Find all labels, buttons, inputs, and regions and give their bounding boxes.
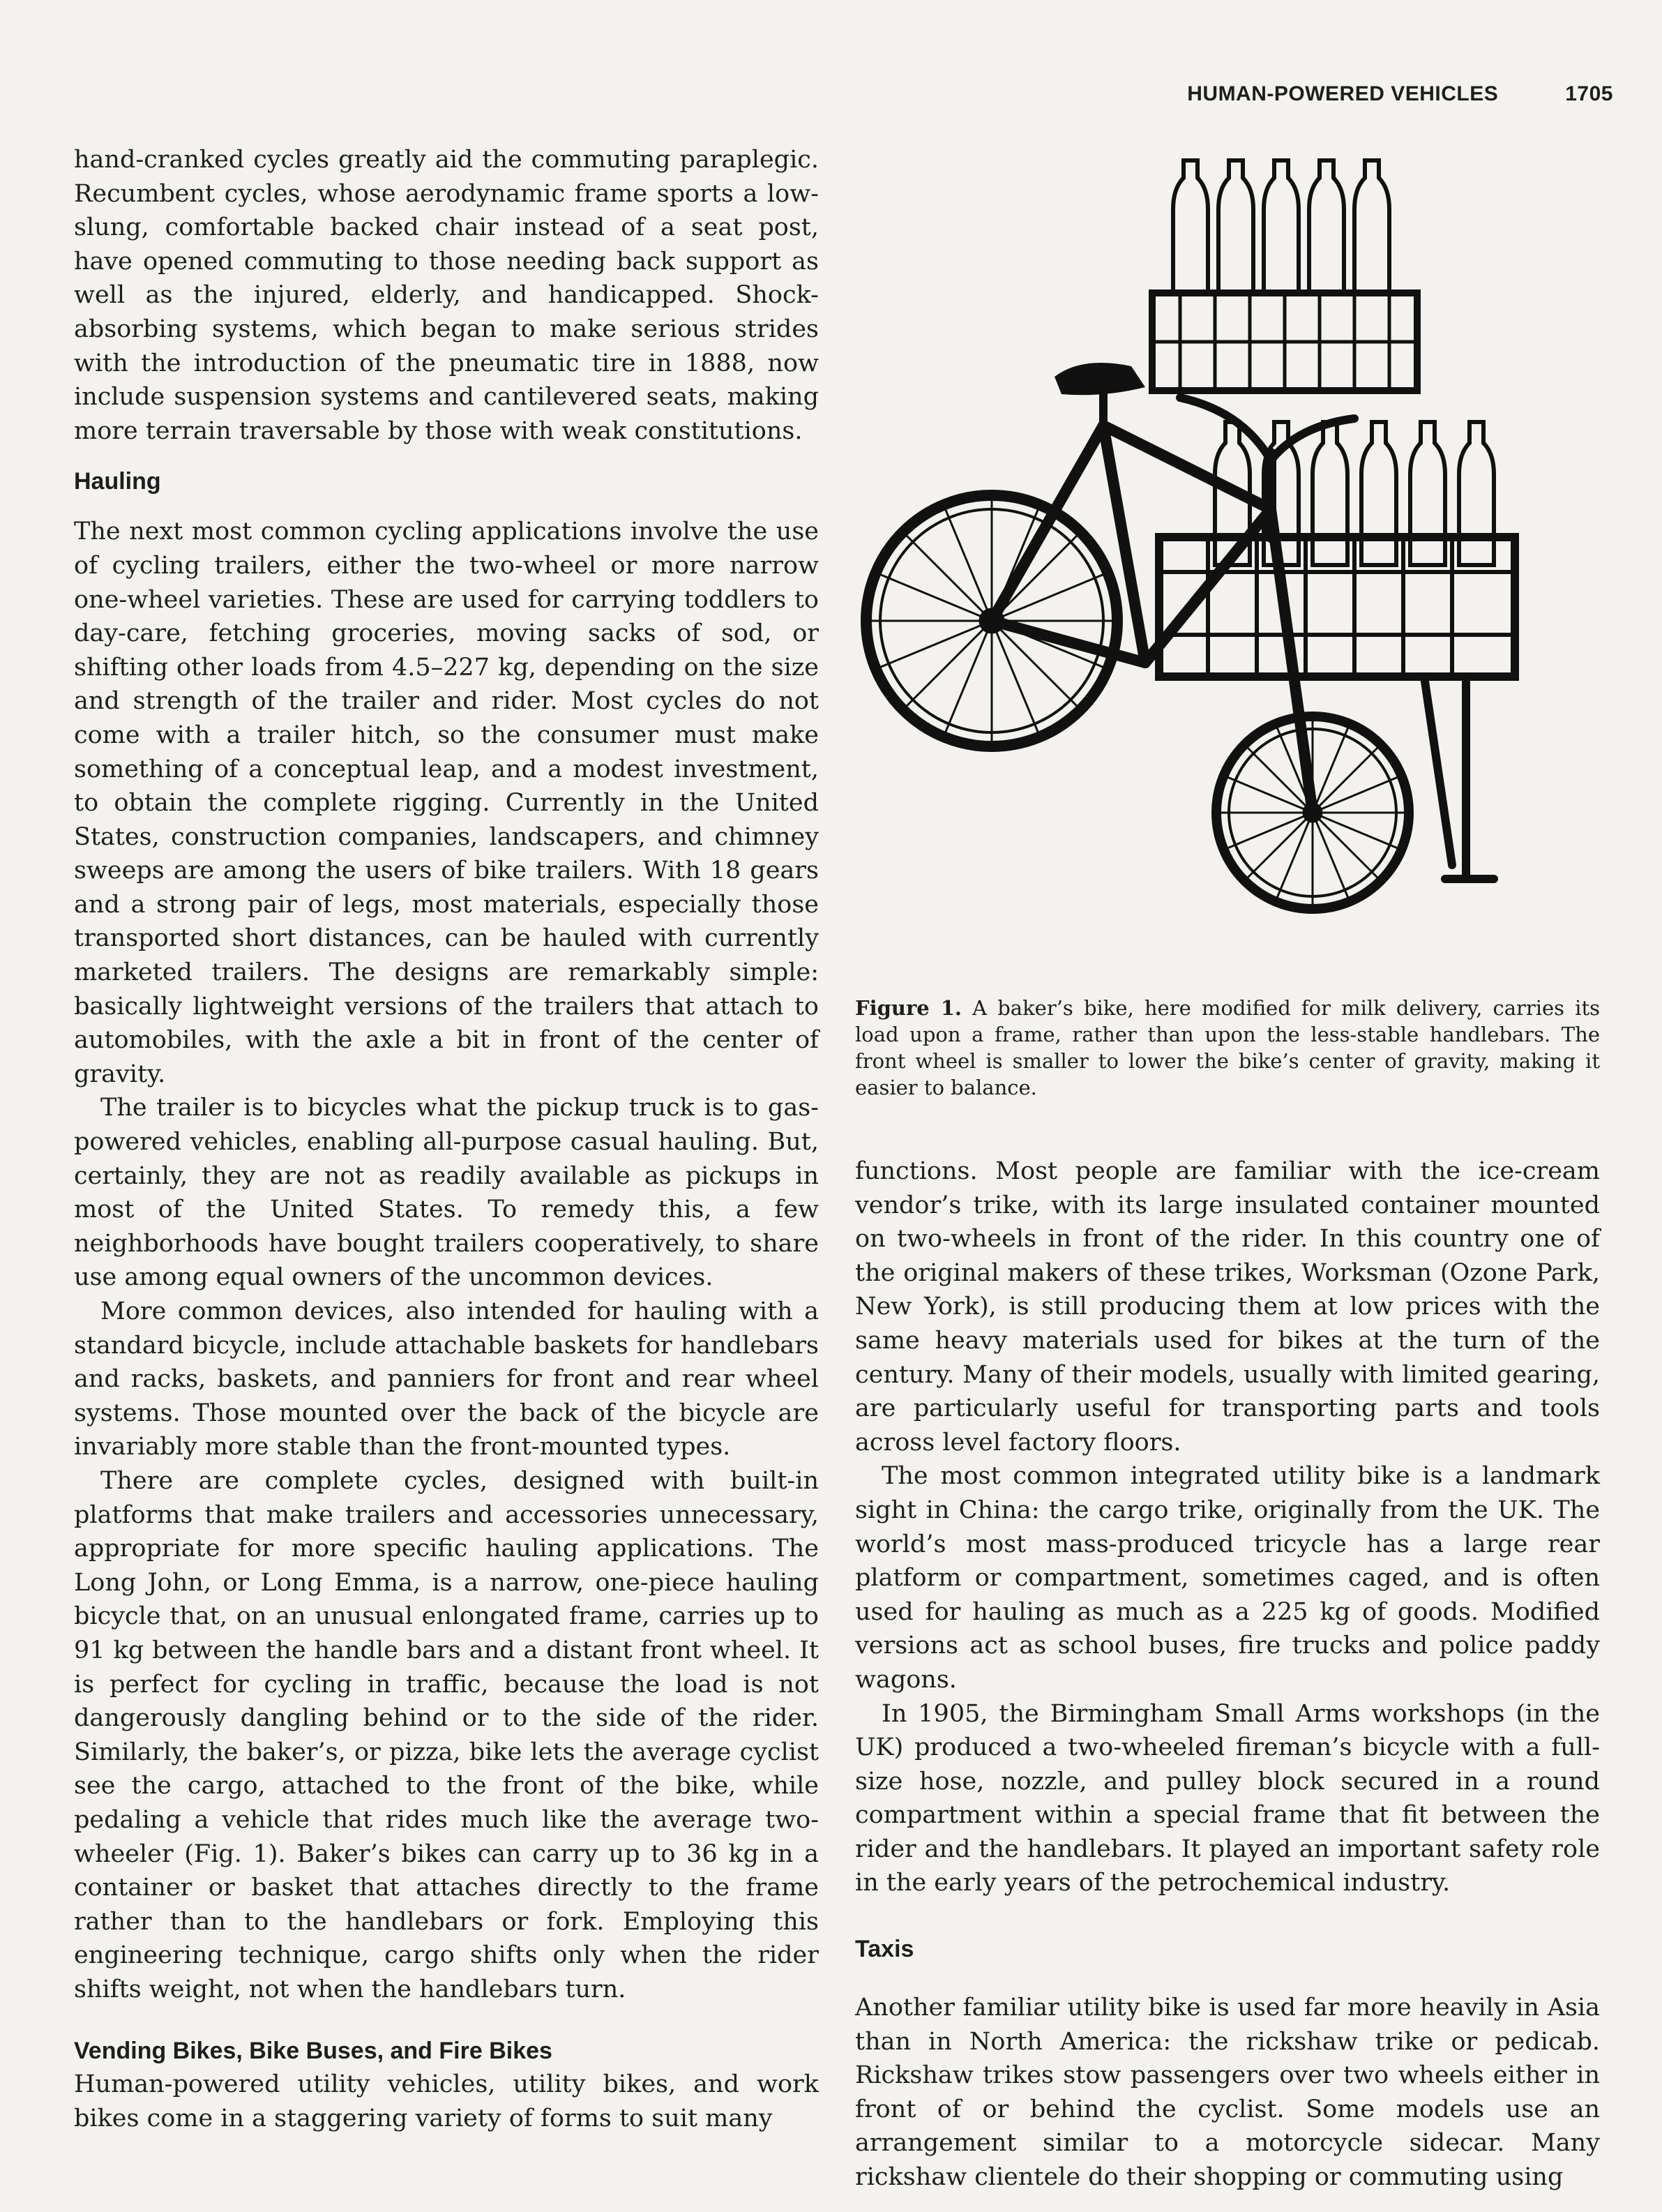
kickstand	[1424, 677, 1494, 879]
section-heading-vending: Vending Bikes, Bike Buses, and Fire Bikes	[74, 2038, 552, 2065]
paragraph: The most common integrated utility bike is a landmark sight in China: the cargo trike, originally from the UK. The world’s most mass-produced tricycle has a large rear platform or compartment, sometimes caged, and is often used for hauling as much as a 225 kg of goods. Modified versions act as school buses, fire trucks and police paddy wagons.	[855, 1462, 1600, 1694]
section-heading-hauling: Hauling	[74, 468, 161, 495]
lower-crate	[1159, 537, 1515, 677]
section-title: HUMAN-POWERED VEHICLES	[1187, 82, 1499, 105]
paragraph: hand-cranked cycles greatly aid the commuting paraplegic. Recumbent cycles, whose aerodynamic frame sports a low-slung, comfortable backed chair instead of a seat post, have opened commuting to those needing back support as well as the injured, elderly, and handicapped. Shock-absorbing systems, which began to make serious strides with the introduction of the pneumatic tire in 1888, now include suspension systems and cantilevered seats, making more terrain traversable by those with weak constitutions.	[74, 146, 819, 445]
upper-basket	[1152, 293, 1417, 391]
paragraph: Another familiar utility bike is used far more heavily in Asia than in North America: the rickshaw trike or pedicab. Rickshaw trikes stow passengers over two wheels either in front of or behind the cyclist. Some models use an arrangement similar to a motorcycle sidecar. Many rickshaw clientele do their shopping or commuting using	[855, 1994, 1600, 2192]
running-head	[1187, 82, 1613, 106]
left-column	[74, 143, 819, 2136]
paragraph: In 1905, the Birmingham Small Arms workshops (in the UK) produced a two-wheeled fireman’s bicycle with a full-size hose, nozzle, and pulley block secured in a round compartment within a special frame that fit between the rider and the handlebars. It played an important safety role in the early years of the petrochemical industry.	[855, 1699, 1600, 1897]
paragraph: More common devices, also intended for hauling with a standard bicycle, include attachable baskets for handlebars and racks, baskets, and panniers for front and rear wheel systems. Those mounted over the back of the bicycle are invariably more stable than the front-mounted types.	[74, 1297, 819, 1461]
figure-label: Figure 1.	[855, 996, 962, 1020]
paragraph: The trailer is to bicycles what the pickup truck is to gas-powered vehicles, enabling all-purpose casual hauling. But, certainly, they are not as readily available as pickups in most of the United States. To remedy this, a few neighborhoods have bought trailers cooperatively, to share use among equal owners of the uncommon devices.	[74, 1094, 819, 1292]
figure-bakers-bike-illustration	[852, 146, 1606, 991]
paragraph: functions. Most people are familiar with the ice-cream vendor’s trike, with its large insulated container mounted on two-wheels in front of the rider. In this country one of the original makers of these trikes, Worksman (Ozone Park, New York), is still producing them at low prices with the same heavy materials used for bikes at the turn of the century. Many of their models, usually with limited gearing, are particularly useful for transporting parts and tools across level factory floors.	[855, 1157, 1600, 1457]
paragraph: Human-powered utility vehicles, utility bikes, and work bikes come in a staggering variety of forms to suit many	[74, 2070, 819, 2133]
upper-milk-bottles	[1173, 160, 1389, 293]
right-column	[855, 1154, 1600, 2195]
figure-caption	[855, 995, 1600, 1101]
seat	[1055, 363, 1145, 432]
figure-caption-text: A baker’s bike, here modified for milk delivery, carries its load upon a frame, rather than upon the less-stable handlebars. The front wheel is smaller to lower the bike’s center of gravity, making it easier to balance.	[855, 996, 1600, 1099]
paragraph: There are complete cycles, designed with built-in platforms that make trailers and accessories unnecessary, appropriate for more specific hauling applications. The Long John, or Long Emma, is a narrow, one-piece hauling bicycle that, on an unusual enlongated frame, carries up to 91 kg between the handle bars and a distant front wheel. It is perfect for cycling in traffic, because the load is not dangerously dangling behind or to the side of the rider. Similarly, the baker’s, or pizza, bike lets the average cyclist see the cargo, attached to the front of the bike, while pedaling a vehicle that rides much like the average two-wheeler (Fig. 1). Baker’s bikes can carry up to 36 kg in a container or basket that attaches directly to the frame rather than to the handlebars or fork. Employing this engineering technique, cargo shifts only when the rider shifts weight, not when the handlebars turn.	[74, 1466, 819, 2003]
section-heading-taxis: Taxis	[855, 1936, 914, 1963]
page-number: 1705	[1565, 82, 1613, 105]
paragraph: The next most common cycling applications involve the use of cycling trailers, either the two-wheel or more narrow one-wheel varieties. These are used for carrying toddlers to day-care, fetching groceries, moving sacks of sod, or shifting other loads from 4.5–227 kg, depending on the size and strength of the trailer and rider. Most cycles do not come with a trailer hitch, so the consumer must make something of a conceptual leap, and a modest investment, to obtain the complete rigging. Currently in the United States, construction companies, landscapers, and chimney sweeps are among the users of bike trailers. With 18 gears and a strong pair of legs, most materials, especially those transported short distances, can be hauled with currently marketed trailers. The designs are remarkably simple: basically lightweight versions of the trailers that attach to automobiles, with the axle a bit in front of the center of gravity.	[74, 518, 819, 1088]
